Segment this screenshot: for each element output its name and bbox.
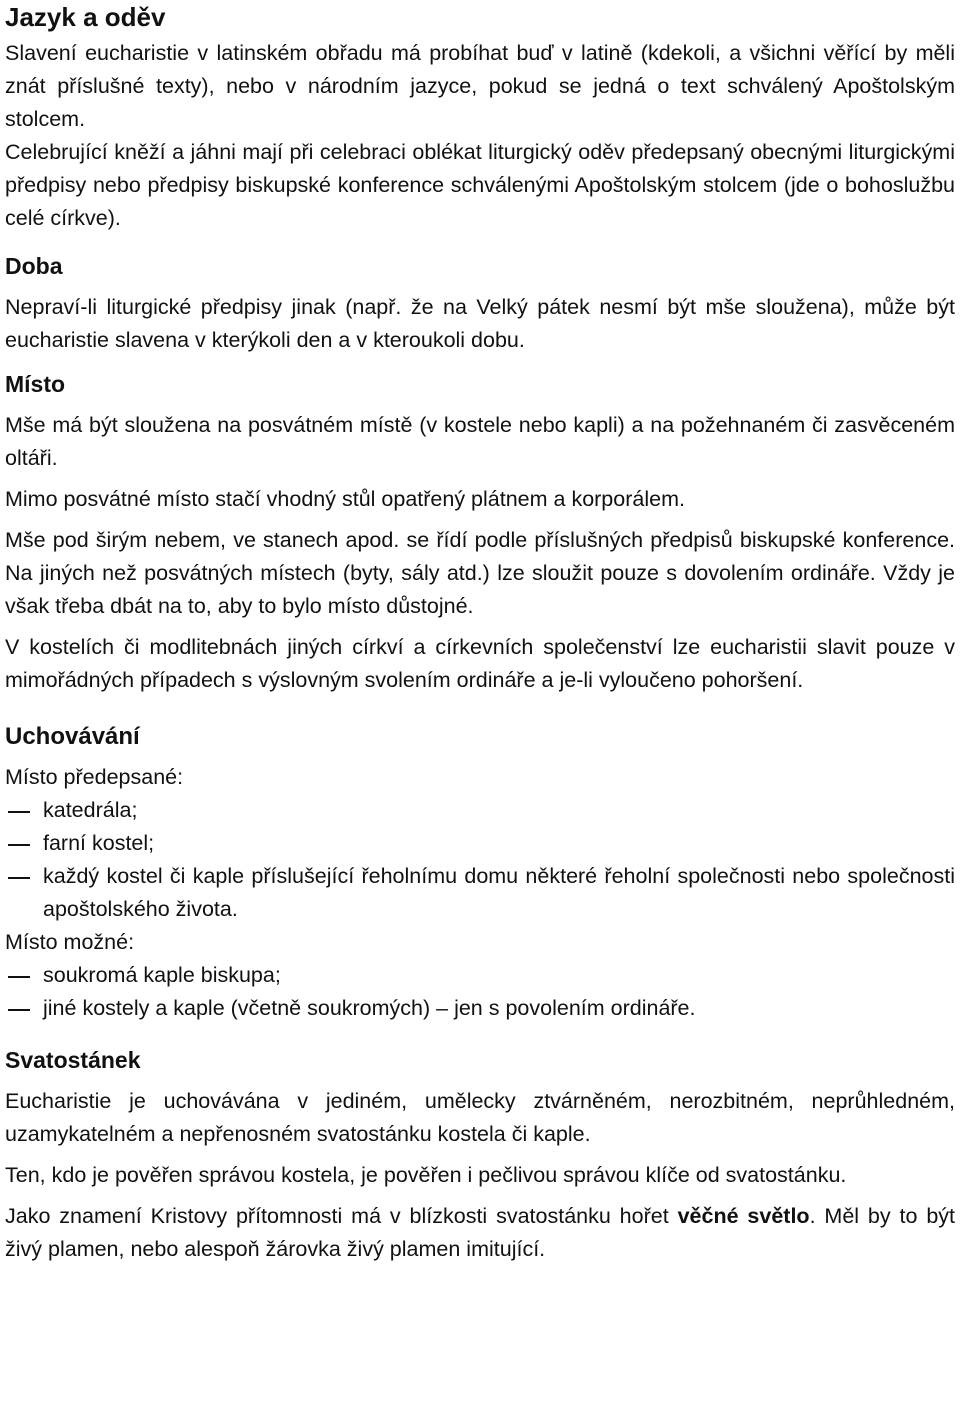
- paragraph-svatostanek-2: Ten, kdo je pověřen správou kostela, je pověřen i pečlivou správou klíče od svatostánku.: [5, 1163, 847, 1187]
- emphasis-eternal-light: věčné světlo: [677, 1204, 810, 1228]
- paragraph-jazyk-1: Slavení eucharistie v latinském obřadu má probíhat buď v latině (kdekoli, a všichni věřící by měli znát příslušné texty), nebo v národním jazyce, pokud se jedná o text schválený Apoštolským stolcem.: [5, 41, 955, 131]
- list-prescribed-places: [5, 794, 955, 926]
- list-item: každý kostel či kaple příslušející řeholnímu domu některé řeholní společnosti nebo společnosti apoštolského života.: [43, 864, 955, 921]
- heading-jazyk: Jazyk a oděv: [5, 2, 166, 32]
- heading-svatostanek: Svatostánek: [5, 1047, 141, 1073]
- paragraph-misto-2: Mimo posvátné místo stačí vhodný stůl opatřený plátnem a korporálem.: [5, 487, 685, 511]
- paragraph-svatostanek-1: Eucharistie je uchovávána v jediném, umělecky ztvárněném, nerozbitném, neprůhledném, uzamykatelném a nepřenosném svatostánku kostela či kaple.: [5, 1089, 955, 1146]
- list-item: jiné kostely a kaple (včetně soukromých) – jen s povolením ordináře.: [43, 996, 696, 1020]
- paragraph-jazyk-2: Celebrující kněží a jáhni mají při celebraci oblékat liturgický oděv předepsaný obecnými liturgickými předpisy nebo předpisy biskupské konference schválenými Apoštolským stolcem (jde o bohoslužbu celé církve).: [5, 140, 955, 230]
- list-item: farní kostel;: [43, 831, 155, 855]
- list-possible-places: [5, 959, 955, 1025]
- paragraph-misto-4: V kostelích či modlitebnách jiných církví a církevních společenství lze eucharistii slavit pouze v mimořádných případech s výslovným svolením ordináře a je-li vyloučeno pohoršení.: [5, 635, 955, 692]
- heading-misto: Místo: [5, 371, 66, 397]
- heading-uchovavani: Uchovávání: [5, 723, 140, 750]
- paragraph-svatostanek-3: Jako znamení Kristovy přítomnosti má v blízkosti svatostánku hořet věčné světlo. Měl by to být živý plamen, nebo alespoň žárovka živý plamen imitující.: [5, 1204, 955, 1261]
- list-item: soukromá kaple biskupa;: [43, 963, 281, 987]
- heading-doba: Doba: [5, 253, 63, 279]
- paragraph-misto-1: Mše má být sloužena na posvátném místě (v kostele nebo kapli) a na požehnaném či zasvěceném oltáři.: [5, 413, 955, 470]
- list-item: katedrála;: [43, 798, 138, 822]
- paragraph-misto-3: Mše pod širým nebem, ve stanech apod. se řídí podle příslušných předpisů biskupské konference. Na jiných než posvátných místech (byty, sály atd.) lze sloužit pouze s dovolením ordináře. Vždy je však třeba dbát na to, aby to bylo místo důstojné.: [5, 528, 955, 618]
- label-possible-place: Místo možné:: [5, 930, 135, 954]
- label-prescribed-place: Místo předepsané:: [5, 765, 184, 789]
- paragraph-doba-1: Nepraví-li liturgické předpisy jinak (např. že na Velký pátek nesmí být mše sloužena), může být eucharistie slavena v kterýkoli den a v kteroukoli dobu.: [5, 295, 955, 352]
